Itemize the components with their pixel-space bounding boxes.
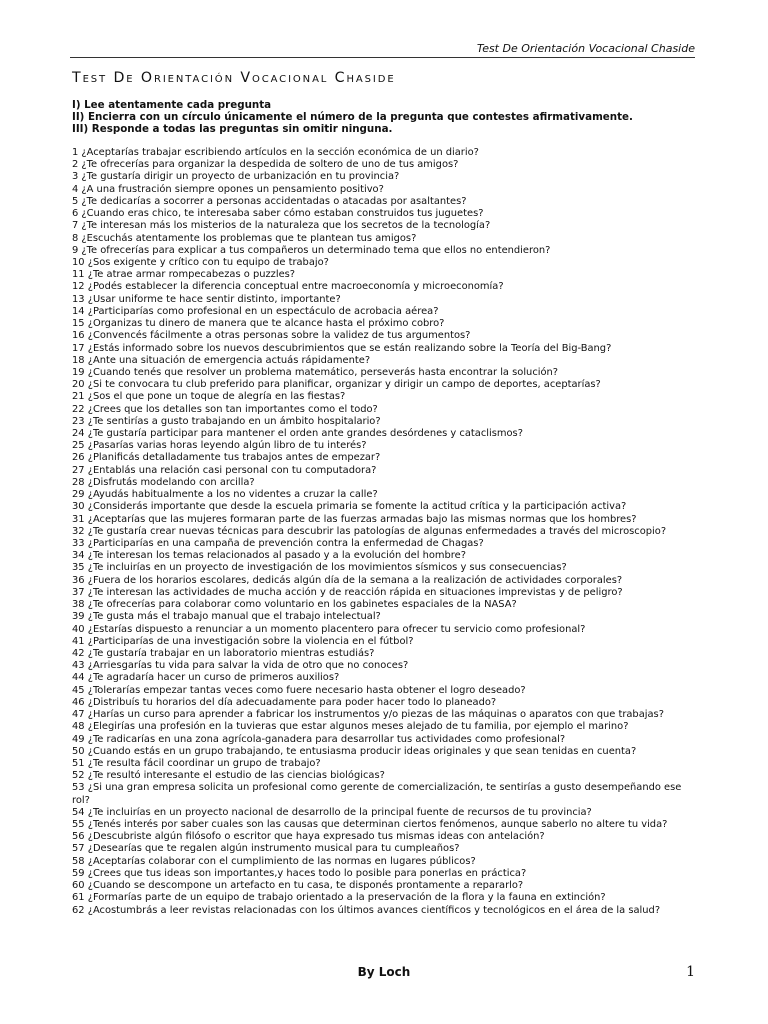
question-item: 3 ¿Te gustaría dirigir un proyecto de urbanización en tu provincia?	[72, 171, 400, 183]
question-item: 7 ¿Te interesan más los misterios de la naturaleza que los secretos de la tecnología?	[72, 220, 491, 232]
question-item: 57 ¿Desearías que te regalen algún instrumento musical para tu cumpleaños?	[72, 843, 460, 855]
question-item: 10 ¿Sos exigente y crítico con tu equipo de trabajo?	[72, 256, 329, 268]
question-item: 42 ¿Te gustaría trabajar en un laboratorio mientras estudiás?	[72, 647, 375, 659]
question-item: 21 ¿Sos el que pone un toque de alegría en las fiestas?	[72, 391, 346, 403]
question-item: 11 ¿Te atrae armar rompecabezas o puzzles?	[72, 269, 296, 281]
question-item: 49 ¿Te radicarías en una zona agrícola-ganadera para desarrollar tus actividades como profesional?	[72, 733, 566, 745]
question-item: 37 ¿Te interesan las actividades de mucha acción y de reacción rápida en situaciones imprevistas y de peligro?	[72, 586, 623, 598]
question-item: 34 ¿Te interesan los temas relacionados al pasado y a la evolución del hombre?	[72, 550, 466, 562]
question-item: 31 ¿Aceptarías que las mujeres formaran parte de las fuerzas armadas bajo las mismas normas que los hombres?	[72, 513, 637, 525]
question-item: 18 ¿Ante una situación de emergencia actuás rápidamente?	[72, 354, 371, 366]
instruction-2: II) Encierra con un círculo únicamente el número de la pregunta que contestes afirmativamente.	[72, 111, 633, 124]
document-title: Test De Orientación Vocacional Chaside	[72, 70, 396, 86]
footer-author: By Loch	[357, 965, 411, 979]
question-item: 38 ¿Te ofrecerías para colaborar como voluntario en los gabinetes espaciales de la NASA?	[72, 599, 517, 611]
question-item: 30 ¿Considerás importante que desde la escuela primaria se fomente la actitud crítica y la participación activa?	[72, 501, 627, 513]
page-number: 1	[686, 964, 695, 980]
question-item: 17 ¿Estás informado sobre los nuevos descubrimientos que se están realizando sobre la Teoría del Big-Bang?	[72, 342, 612, 354]
question-item: 52 ¿Te resultó interesante el estudio de las ciencias biológicas?	[72, 770, 385, 782]
question-item: 32 ¿Te gustaría crear nuevas técnicas para descubrir las patologías de algunas enfermedades a través del microscopio?	[72, 525, 667, 537]
question-item: 40 ¿Estarías dispuesto a renunciar a un momento placentero para ofrecer tu servicio como profesional?	[72, 623, 586, 635]
question-item: 43 ¿Arriesgarías tu vida para salvar la vida de otro que no conoces?	[72, 660, 409, 672]
question-item: 53 ¿Si una gran empresa solicita un profesional como gerente de comercialización, te sentirías a gusto desempeñando ese rol?	[72, 782, 682, 806]
question-item: 33 ¿Participarías en una campaña de prevención contra la enfermedad de Chagas?	[72, 538, 484, 549]
question-item: 51 ¿Te resulta fácil coordinar un grupo de trabajo?	[72, 757, 321, 769]
question-item: 20 ¿Si te convocara tu club preferido para planificar, organizar y dirigir un campo de deportes, aceptarías?	[72, 379, 601, 391]
question-item: 12 ¿Podés establecer la diferencia conceptual entre macroeconomía y microeconomía?	[72, 281, 504, 293]
question-item: 1 ¿Aceptarías trabajar escribiendo artículos en la sección económica de un diario?	[72, 147, 479, 158]
question-item: 48 ¿Elegirías una profesión en la tuvieras que estar algunos meses alejado de tu familia, por ejemplo el marino?	[72, 721, 629, 733]
question-item: 55 ¿Tenés interés por saber cuales son las causas que determinan ciertos fenómenos, aunque saberlo no altere tu vida?	[72, 819, 668, 831]
question-item: 36 ¿Fuera de los horarios escolares, dedicás algún día de la semana a la realización de actividades corporales?	[72, 574, 623, 586]
question-item: 28 ¿Disfrutás modelando con arcilla?	[72, 476, 255, 488]
question-item: 39 ¿Te gusta más el trabajo manual que el trabajo intelectual?	[72, 611, 381, 623]
question-item: 5 ¿Te dedicarías a socorrer a personas accidentadas o atacadas por asaltantes?	[72, 195, 467, 207]
question-item: 4 ¿A una frustración siempre opones un pensamiento positivo?	[72, 183, 384, 195]
question-item: 23 ¿Te sentirías a gusto trabajando en un ámbito hospitalario?	[72, 415, 381, 427]
question-item: 25 ¿Pasarías varias horas leyendo algún libro de tu interés?	[72, 440, 367, 452]
instruction-3: III) Responde a todas las preguntas sin omitir ninguna.	[72, 123, 393, 136]
question-item: 27 ¿Entablás una relación casi personal con tu computadora?	[72, 464, 377, 476]
question-item: 35 ¿Te incluirías en un proyecto de investigación de los movimientos sísmicos y sus consecuencias?	[72, 562, 567, 574]
question-item: 59 ¿Crees que tus ideas son importantes,y haces todo lo posible para ponerlas en práctica?	[72, 867, 527, 879]
question-item: 47 ¿Harías un curso para aprender a fabricar los instrumentos y/o piezas de las máquinas o aparatos con que trabajas?	[72, 709, 664, 721]
question-item: 26 ¿Planificás detalladamente tus trabajos antes de empezar?	[72, 452, 381, 464]
question-item: 29 ¿Ayudás habitualmente a los no videntes a cruzar la calle?	[72, 489, 378, 501]
question-item: 44 ¿Te agradaría hacer un curso de primeros auxilios?	[72, 672, 340, 684]
question-item: 15 ¿Organizas tu dinero de manera que te alcance hasta el próximo cobro?	[72, 318, 445, 330]
question-item: 14 ¿Participarías como profesional en un espectáculo de acrobacia aérea?	[72, 305, 439, 317]
question-item: 22 ¿Crees que los detalles son tan importantes como el todo?	[72, 403, 378, 415]
question-item: 56 ¿Descubriste algún filósofo o escritor que haya expresado tus mismas ideas con antelación?	[72, 831, 545, 843]
question-item: 62 ¿Acostumbrás a leer revistas relacionadas con los últimos avances científicos y tecnológicos en el área de la salud?	[72, 904, 661, 916]
question-item: 58 ¿Aceptarías colaborar con el cumplimiento de las normas en lugares públicos?	[72, 855, 476, 867]
question-item: 46 ¿Distribuís tu horarios del día adecuadamente para poder hacer todo lo planeado?	[72, 696, 497, 708]
question-item: 24 ¿Te gustaría participar para mantener el orden ante grandes desórdenes y cataclismos?	[72, 428, 523, 440]
question-item: 50 ¿Cuando estás en un grupo trabajando, te entusiasma producir ideas originales y que sean tenidas en cuenta?	[72, 745, 637, 757]
question-item: 45 ¿Tolerarías empezar tantas veces como fuere necesario hasta obtener el logro deseado?	[72, 684, 526, 696]
question-item: 6 ¿Cuando eras chico, te interesaba saber cómo estaban construidos tus juguetes?	[72, 208, 484, 220]
question-item: 19 ¿Cuando tenés que resolver un problema matemático, perseverás hasta encontrar la solución?	[72, 366, 559, 378]
question-item: 61 ¿Formarías parte de un equipo de trabajo orientado a la preservación de la flora y la fauna en extinción?	[72, 892, 606, 904]
instruction-1: I) Lee atentamente cada pregunta	[72, 99, 272, 111]
question-item: 9 ¿Te ofrecerías para explicar a tus compañeros un determinado tema que ellos no entendieron?	[72, 244, 551, 256]
instructions	[72, 99, 692, 135]
question-item: 8 ¿Escuchás atentamente los problemas que te plantean tus amigos?	[72, 232, 417, 244]
question-item: 2 ¿Te ofrecerías para organizar la despedida de soltero de uno de tus amigos?	[72, 159, 459, 171]
question-item: 60 ¿Cuando se descompone un artefacto en tu casa, te disponés prontamente a repararlo?	[72, 880, 524, 892]
question-item: 54 ¿Te incluirías en un proyecto nacional de desarrollo de la principal fuente de recursos de tu provincia?	[72, 806, 592, 818]
question-item: 41 ¿Participarías de una investigación sobre la violencia en el fútbol?	[72, 635, 414, 647]
question-item: 16 ¿Convencés fácilmente a otras personas sobre la validez de tus argumentos?	[72, 330, 471, 342]
running-header: Test De Orientación Vocacional Chaside	[70, 42, 695, 58]
question-list	[72, 147, 692, 917]
question-item: 13 ¿Usar uniforme te hace sentir distinto, importante?	[72, 293, 341, 305]
